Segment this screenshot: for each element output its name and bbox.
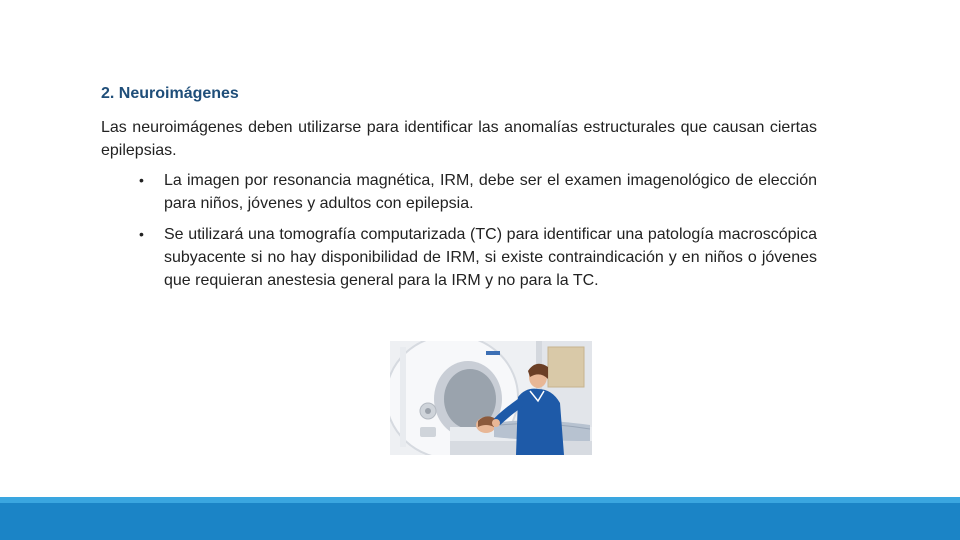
ct-scanner-photo xyxy=(390,341,592,455)
bullet-list xyxy=(101,169,817,300)
footer-bar xyxy=(0,503,960,540)
list-item xyxy=(101,223,817,292)
bullet-text: La imagen por resonancia magnética, IRM, debe ser el examen imagenológico de elección para niños, jóvenes y adultos con epilepsia. xyxy=(164,172,817,212)
list-item xyxy=(101,169,817,215)
bullet-icon: • xyxy=(139,172,144,188)
bullet-icon: • xyxy=(139,226,144,242)
section-heading: 2. Neuroimágenes xyxy=(101,85,239,102)
bullet-text: Se utilizará una tomografía computarizada (TC) para identificar una patología macroscópica subyacente si no hay disponibilidad de IRM, si existe contraindicación y en niños o jóvenes que requieran anestesia general para la IRM y no para la TC. xyxy=(164,226,817,289)
intro-paragraph: Las neuroimágenes deben utilizarse para identificar las anomalías estructurales que causan ciertas epilepsias. xyxy=(101,119,817,159)
